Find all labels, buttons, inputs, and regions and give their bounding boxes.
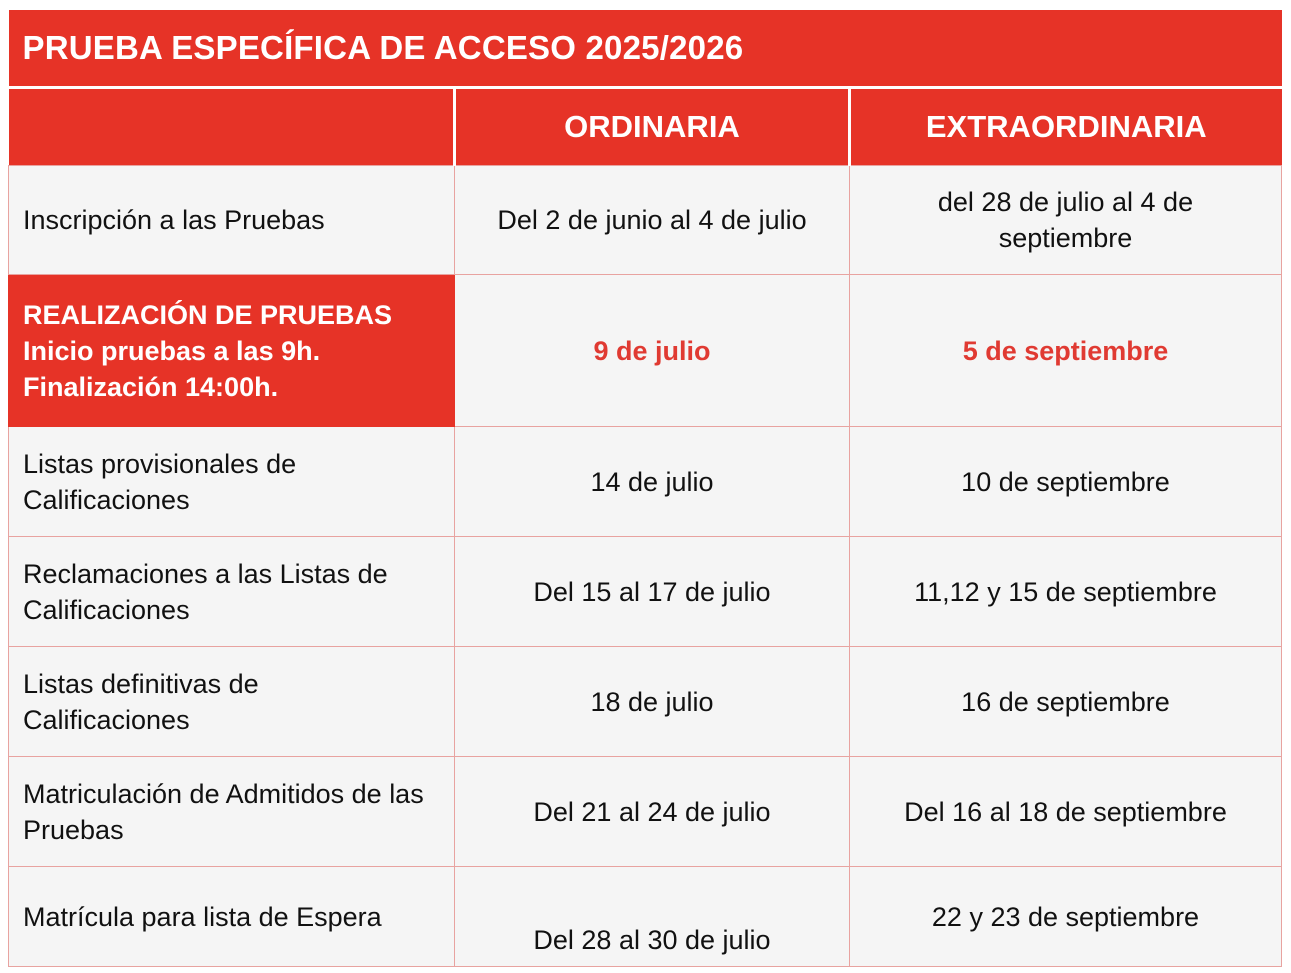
listas-definitivas-extraordinaria: 16 de septiembre	[850, 647, 1282, 757]
reclamaciones-ordinaria: Del 15 al 17 de julio	[455, 537, 850, 647]
inscripcion-extraordinaria: del 28 de julio al 4 de septiembre	[850, 166, 1282, 275]
reclamaciones-extraordinaria: 11,12 y 15 de septiembre	[850, 537, 1282, 647]
matriculacion-extraordinaria: Del 16 al 18 de septiembre	[850, 757, 1282, 867]
realizacion-ordinaria: 9 de julio	[455, 275, 850, 427]
table-row	[9, 166, 1282, 275]
table-row	[9, 757, 1282, 867]
table-row	[9, 867, 1282, 967]
lista-espera-extraordinaria: 22 y 23 de septiembre	[850, 867, 1282, 967]
listas-definitivas-ordinaria: 18 de julio	[455, 647, 850, 757]
row-label-lista-espera: Matrícula para lista de Espera	[9, 867, 455, 967]
header-extraordinaria: EXTRAORDINARIA	[850, 88, 1282, 166]
calendar-table-container	[8, 10, 1281, 967]
realizacion-start-time: Inicio pruebas a las 9h.	[23, 335, 321, 366]
table-row	[9, 537, 1282, 647]
matriculacion-ordinaria: Del 21 al 24 de julio	[455, 757, 850, 867]
row-label-listas-provisionales: Listas provisionales de Calificaciones	[9, 427, 455, 537]
row-label-realizacion	[9, 275, 455, 427]
realizacion-title: REALIZACIÓN DE PRUEBAS	[23, 299, 393, 330]
access-test-calendar-table	[8, 10, 1282, 967]
realizacion-extraordinaria: 5 de septiembre	[850, 275, 1282, 427]
table-row	[9, 427, 1282, 537]
row-label-inscripcion: Inscripción a las Pruebas	[9, 166, 455, 275]
listas-provisionales-ordinaria: 14 de julio	[455, 427, 850, 537]
table-row	[9, 275, 1282, 427]
table-row	[9, 647, 1282, 757]
row-label-matriculacion: Matriculación de Admitidos de las Pruebas	[9, 757, 455, 867]
listas-provisionales-extraordinaria: 10 de septiembre	[850, 427, 1282, 537]
header-empty-cell	[9, 88, 455, 166]
row-label-reclamaciones: Reclamaciones a las Listas de Calificaciones	[9, 537, 455, 647]
row-label-listas-definitivas: Listas definitivas de Calificaciones	[9, 647, 455, 757]
header-ordinaria: ORDINARIA	[455, 88, 850, 166]
lista-espera-ordinaria: Del 28 al 30 de julio	[455, 867, 850, 967]
inscripcion-ordinaria: Del 2 de junio al 4 de julio	[455, 166, 850, 275]
realizacion-end-time: Finalización 14:00h.	[23, 371, 279, 402]
table-title: PRUEBA ESPECÍFICA DE ACCESO 2025/2026	[9, 10, 1282, 88]
